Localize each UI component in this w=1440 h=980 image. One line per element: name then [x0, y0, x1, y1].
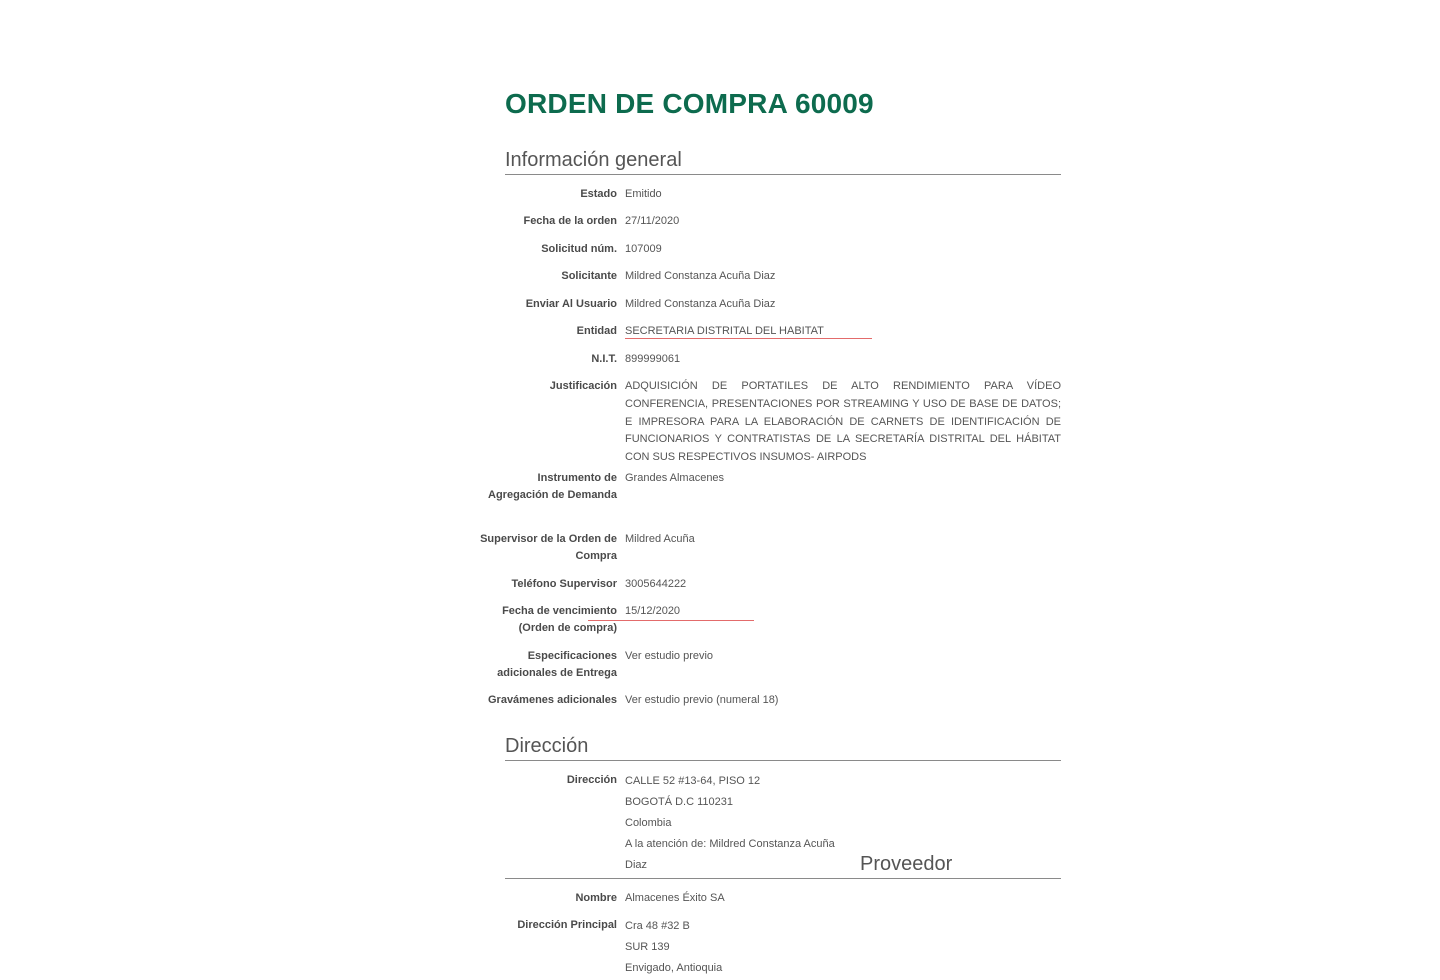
address-line: CALLE 52 #13-64, PISO 12 [625, 775, 761, 787]
field-label: Teléfono Supervisor [511, 578, 617, 590]
address-line: Diaz [625, 859, 648, 871]
field-label: N.I.T. [591, 353, 617, 365]
field-value: Almacenes Éxito SA [625, 892, 725, 904]
field-value: 899999061 [625, 353, 681, 365]
field-label: Instrumento de Agregación de Demanda [488, 472, 617, 501]
field-label: Fecha de vencimiento (Orden de compra) [502, 605, 617, 634]
field-value: 107009 [625, 243, 662, 255]
page-title: ORDEN DE COMPRA 60009 [505, 88, 874, 119]
address-line: A la atención de: Mildred Constanza Acuña [625, 838, 835, 850]
address-line: Colombia [625, 817, 672, 829]
field-value: Mildred Acuña [625, 533, 695, 545]
field-value: ADQUISICIÓN DE PORTATILES DE ALTO RENDIMIENTO PARA VÍDEO CONFERENCIA, PRESENTACIONES POR STREAMING Y USO DE BASE DE DATOS; E IMPRESORA PARA LA ELABORACIÓN DE CARNETS DE IDENTIFICACIÓN DE FUNCIONARIOS Y CONTRATISTAS DE LA SECRETARÍA DISTRITAL DEL HÁBITAT CON SUS RESPECTIVOS INSUMOS- AIRPODS [625, 380, 1061, 464]
field-label: Fecha de la orden [523, 215, 617, 227]
field-value: SECRETARIA DISTRITAL DEL HABITAT [625, 325, 824, 337]
field-label: Solicitante [561, 270, 617, 282]
field-label: Estado [580, 188, 617, 200]
address-block [625, 916, 1061, 979]
address-line: Envigado, Antioquia [625, 962, 723, 974]
field-label: Enviar Al Usuario [525, 298, 617, 310]
field-value: 15/12/2020 [625, 605, 681, 617]
red-underline-mark [588, 620, 754, 621]
field-label: Entidad [576, 325, 617, 337]
address-line: BOGOTÁ D.C 110231 [625, 796, 734, 808]
field-value: 3005644222 [625, 578, 687, 590]
field-label: Dirección Principal [517, 919, 617, 931]
section-divider-proveedor [505, 852, 1061, 879]
field-label: Justificación [549, 380, 617, 392]
field-value: Mildred Constanza Acuña Diaz [625, 298, 776, 310]
field-value: Mildred Constanza Acuña Diaz [625, 270, 776, 282]
address-line: SUR 139 [625, 941, 670, 953]
section-heading-proveedor: Proveedor [860, 853, 953, 875]
field-label: Nombre [575, 892, 617, 904]
field-value: Grandes Almacenes [625, 472, 725, 484]
field-label: Solicitud núm. [541, 243, 617, 255]
section-heading-informacion-general: Información general [505, 148, 1061, 175]
red-underline-mark [625, 338, 872, 339]
field-label: Gravámenes adicionales [487, 694, 617, 706]
field-value: 27/11/2020 [625, 215, 680, 227]
field-value: Ver estudio previo [625, 650, 714, 662]
field-value: Ver estudio previo (numeral 18) [625, 694, 779, 706]
address-line: Cra 48 #32 B [625, 920, 690, 932]
field-value: Emitido [625, 188, 662, 200]
field-label: Dirección [566, 774, 617, 786]
field-label: Supervisor de la Orden de Compra [480, 533, 617, 562]
section-heading-direccion: Dirección [505, 734, 1061, 761]
field-label: Especificaciones adicionales de Entrega [497, 650, 617, 679]
